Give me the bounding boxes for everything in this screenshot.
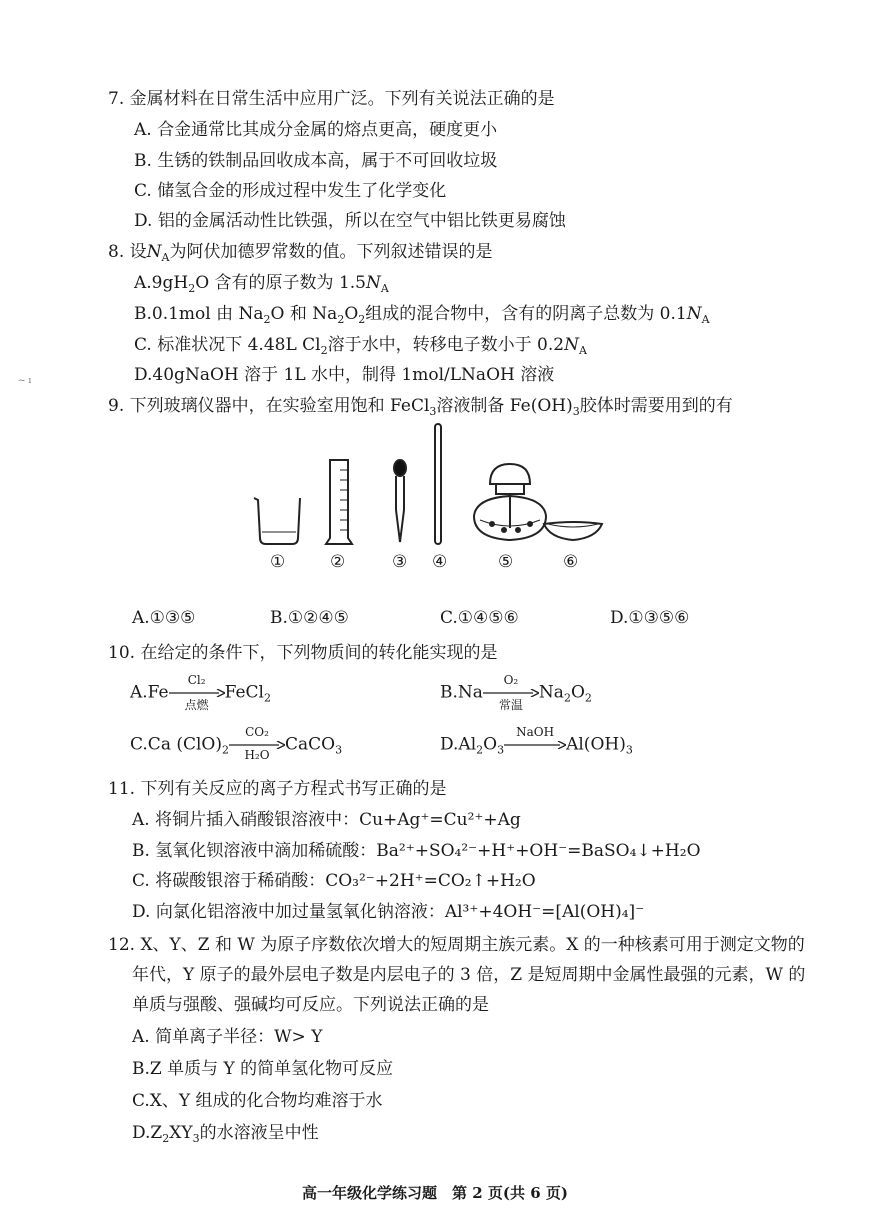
q12-stem-line2: 年代，Y 原子的最外层电子数是内层电子的 3 倍，Z 是短周期中金属性最强的元素，W 的 — [132, 965, 806, 985]
q10-b-sub1: 2 — [563, 691, 571, 705]
q12-stem-line1: 12. X、Y、Z 和 W 为原子序数依次增大的短周期主族元素。X 的一种核素可用于测定文物的 — [108, 935, 805, 955]
q11-option-a: A. 将铜片插入硝酸银溶液中：Cu+Ag⁺=Cu²⁺+Ag — [132, 810, 521, 830]
label-4: ④ — [432, 552, 448, 572]
q8-b-mid1: O 和 Na — [270, 304, 338, 324]
q12-d-pre: D.Z — [132, 1123, 163, 1143]
q10-b-mid: O — [570, 682, 585, 703]
q8-a-sub: 2 — [188, 282, 196, 295]
evaporating-dish-icon — [544, 522, 602, 540]
glass-rod-icon — [435, 424, 441, 544]
na-symbol: N — [686, 304, 702, 324]
arrow-bottom: 点燃 — [184, 698, 209, 712]
q10-c-right: CaCO — [285, 734, 336, 755]
apparatus-figure — [240, 420, 640, 580]
q8-option-d: D.40gNaOH 溶于 1L 水中，制得 1mol/LNaOH 溶液 — [134, 365, 555, 385]
q10-b-sub2: 2 — [584, 691, 592, 705]
q8-option-b — [134, 303, 710, 325]
label-2: ② — [330, 552, 346, 572]
q9-sub1: 3 — [429, 405, 437, 418]
q10-d-left: D.Al — [440, 734, 477, 755]
q10-a-sub: 2 — [263, 691, 271, 705]
q9-option-d: D.①③⑤⑥ — [610, 608, 690, 628]
q12-option-d — [132, 1122, 319, 1144]
q10-d-right-sub: 3 — [625, 743, 633, 757]
q8-b-post: 组成的混合物中，含有的阴离子总数为 0.1 — [365, 304, 687, 324]
q9-stem-mid: 溶液制备 Fe(OH) — [436, 396, 573, 416]
q11-stem: 11. 下列有关反应的离子方程式书写正确的是 — [108, 779, 447, 799]
q8-option-a — [134, 272, 389, 294]
q11-option-c: C. 将碳酸银溶于稀硝酸：CO₃²⁻+2H⁺=CO₂↑+H₂O — [132, 871, 536, 891]
q10-option-b — [440, 673, 592, 712]
q9-stem-post: 胶体时需要用到的有 — [579, 396, 733, 416]
q10-stem: 10. 在给定的条件下，下列物质间的转化能实现的是 — [108, 643, 498, 663]
q8-stem-post: 为阿伏加德罗常数的值。下列叙述错误的是 — [169, 242, 493, 262]
q10-option-d — [440, 725, 633, 757]
q9-option-a: A.①③⑤ — [132, 608, 196, 628]
q7-option-b: B. 生锈的铁制品回收成本高，属于不可回收垃圾 — [134, 151, 498, 171]
q10-d-mid: O — [483, 734, 498, 755]
q12-stem-line3: 单质与强酸、强碱均可反应。下列说法正确的是 — [132, 995, 489, 1015]
q12-d-sub1: 2 — [162, 1132, 170, 1145]
label-3: ③ — [392, 552, 408, 572]
arrow-top: CO₂ — [245, 725, 269, 739]
q8-b-sub2: 2 — [337, 313, 345, 326]
page-footer: 高一年级化学练习题 第 2 页(共 6 页) — [302, 1184, 568, 1202]
q10-option-a — [130, 673, 271, 712]
q7-option-a: A. 合金通常比其成分金属的熔点更高，硬度更小 — [134, 120, 498, 140]
q10-d-right: Al(OH) — [566, 734, 626, 755]
reaction-arrow — [483, 673, 539, 712]
q9-stem-pre: 9. 下列玻璃仪器中，在实验室用饱和 FeCl — [108, 396, 430, 416]
q8-c-post: 溶于水中，转移电子数小于 0.2 — [327, 335, 565, 355]
scan-mark: ~ ı — [18, 376, 32, 386]
label-6: ⑥ — [563, 552, 579, 572]
reaction-arrow — [169, 673, 225, 712]
arrow-top: O₂ — [503, 673, 519, 687]
q10-option-c — [130, 725, 343, 762]
q10-b-right: Na — [538, 682, 564, 703]
q8-stem — [108, 241, 492, 263]
q9-sub2: 3 — [572, 405, 580, 418]
arrow-top: Cl₂ — [187, 673, 206, 687]
q9-stem — [108, 395, 733, 417]
arrow-top: NaOH — [516, 725, 555, 739]
apparatus-drawings — [240, 420, 640, 550]
na-symbol: N — [146, 242, 162, 262]
q8-b-mid2: O — [344, 304, 359, 324]
q11-option-b: B. 氢氧化钡溶液中滴加稀硫酸：Ba²⁺+SO₄²⁻+H⁺+OH⁻=BaSO₄↓+H₂O — [132, 841, 701, 861]
q7-stem: 7. 金属材料在日常生活中应用广泛。下列有关说法正确的是 — [108, 89, 555, 109]
q8-a-mid: O 含有的原子数为 1.5 — [195, 273, 366, 293]
dropper-icon — [394, 460, 406, 542]
na-sub: A — [578, 344, 587, 357]
q10-d-sub1: 2 — [476, 743, 484, 757]
na-sub: A — [380, 282, 389, 295]
q8-b-pre: B.0.1mol 由 Na — [134, 304, 264, 324]
na-symbol: N — [564, 335, 579, 355]
q8-a-pre: A.9gH — [134, 273, 189, 293]
q10-c-left: C.Ca (ClO) — [130, 734, 222, 755]
q12-option-c: C.X、Y 组成的化合物均难溶于水 — [132, 1091, 383, 1111]
q7-option-d: D. 铝的金属活动性比铁强，所以在空气中铝比铁更易腐蚀 — [134, 211, 566, 231]
q8-c-sub: 2 — [320, 344, 328, 357]
q11-option-d: D. 向氯化铝溶液中加过量氢氧化钠溶液：Al³⁺+4OH⁻=[Al(OH)₄]⁻ — [132, 902, 645, 922]
alcohol-lamp-icon — [474, 464, 546, 540]
q9-option-c: C.①④⑤⑥ — [440, 608, 519, 628]
q8-stem-pre: 8. 设 — [108, 242, 147, 262]
reaction-arrow — [229, 725, 285, 762]
na-sub: A — [701, 313, 710, 326]
graduated-cylinder-icon — [326, 460, 352, 544]
q12-d-mid: XY — [169, 1123, 193, 1143]
q7-option-c: C. 储氢合金的形成过程中发生了化学变化 — [134, 181, 447, 201]
q9-option-b: B.①②④⑤ — [270, 608, 349, 628]
q8-c-pre: C. 标准状况下 4.48L Cl — [134, 335, 321, 355]
arrow-bottom: 常温 — [498, 698, 523, 712]
q12-option-a: A. 简单离子半径：W> Y — [132, 1027, 323, 1047]
na-symbol: N — [366, 273, 381, 293]
q10-c-right-sub: 3 — [335, 743, 343, 757]
q10-b-left: B.Na — [440, 682, 483, 703]
q8-b-sub3: 2 — [358, 313, 366, 326]
q12-d-post: 的水溶液呈中性 — [199, 1123, 319, 1143]
label-5: ⑤ — [498, 552, 514, 572]
q10-c-left-sub: 2 — [222, 743, 229, 757]
q10-d-sub2: 3 — [497, 743, 505, 757]
arrow-bottom: H₂O — [244, 748, 270, 762]
q8-b-sub1: 2 — [263, 313, 271, 326]
q12-d-sub2: 3 — [192, 1132, 200, 1145]
beaker-icon — [254, 498, 300, 544]
q12-option-b: B.Z 单质与 Y 的简单氢化物可反应 — [132, 1059, 394, 1079]
q10-a-left: A.Fe — [130, 682, 169, 703]
reaction-arrow — [504, 725, 566, 756]
q8-option-c — [134, 334, 587, 356]
na-sub: A — [161, 251, 170, 264]
q10-a-right: FeCl — [224, 682, 264, 703]
label-1: ① — [270, 552, 286, 572]
